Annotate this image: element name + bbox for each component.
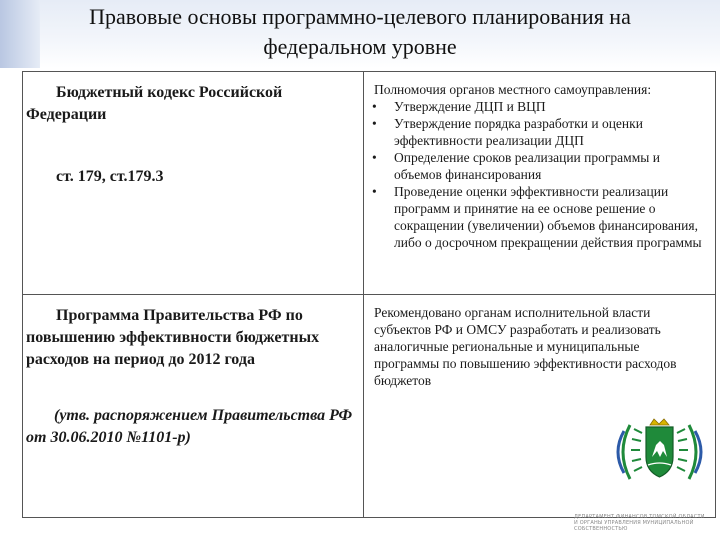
local-powers-heading: Полномочия органов местного самоуправления:	[374, 82, 652, 97]
government-program-note: (утв. распоряжением Правительства РФ от 30.06.2010 №1101-р)	[26, 407, 353, 446]
government-program-title: Программа Правительства РФ по повышению эффективности бюджетных расходов на период до 2012 года	[26, 307, 320, 368]
footer-org-line1: ДЕПАРТАМЕНТ ФИНАНСОВ ТОМСКОЙ ОБЛАСТИ	[574, 514, 705, 520]
title-band	[0, 0, 720, 68]
slide-title-line2: федеральном уровне	[263, 34, 457, 59]
cell-budget-code	[23, 72, 364, 295]
cell-government-program	[23, 295, 364, 518]
cell-recommendation	[364, 295, 716, 518]
slide-title-line1: Правовые основы программно-целевого планирования на	[89, 4, 631, 29]
content-table	[22, 71, 716, 518]
list-item: • Утверждение ДЦП и ВЦП	[374, 98, 702, 115]
tomsk-emblem-icon	[612, 413, 707, 491]
budget-code-articles: ст. 179, ст.179.3	[56, 168, 164, 185]
cell-local-powers	[364, 72, 716, 295]
list-item: • Определение сроков реализации программы и объемов финансирования	[374, 149, 702, 183]
recommendation-text: Рекомендовано органам исполнительной власти субъектов РФ и ОМСУ разработать и реализовать аналогичные региональные и муниципальные программы по повышению эффективности расходов бюджетов	[374, 305, 677, 388]
list-item: • Утверждение порядка разработки и оценки эффективности реализации ДЦП	[374, 115, 702, 149]
footer-org-line2: И ОРГАНЫ УПРАВЛЕНИЯ МУНИЦИПАЛЬНОЙ СОБСТВЕННОСТЬЮ	[574, 520, 694, 532]
slide-title	[40, 2, 680, 62]
local-powers-list	[374, 98, 702, 251]
title-band-shade	[0, 0, 40, 68]
budget-code-title: Бюджетный кодекс Российской Федерации	[26, 84, 283, 123]
list-item: • Проведение оценки эффективности реализации программ и принятие на ее основе решение о сокращении (увеличении) объемов финансирования, либо о досрочном прекращении действия программы	[374, 183, 702, 251]
table-row-government-program	[23, 295, 716, 518]
footer-organization	[574, 514, 714, 532]
table-row-budget-code	[23, 72, 716, 295]
